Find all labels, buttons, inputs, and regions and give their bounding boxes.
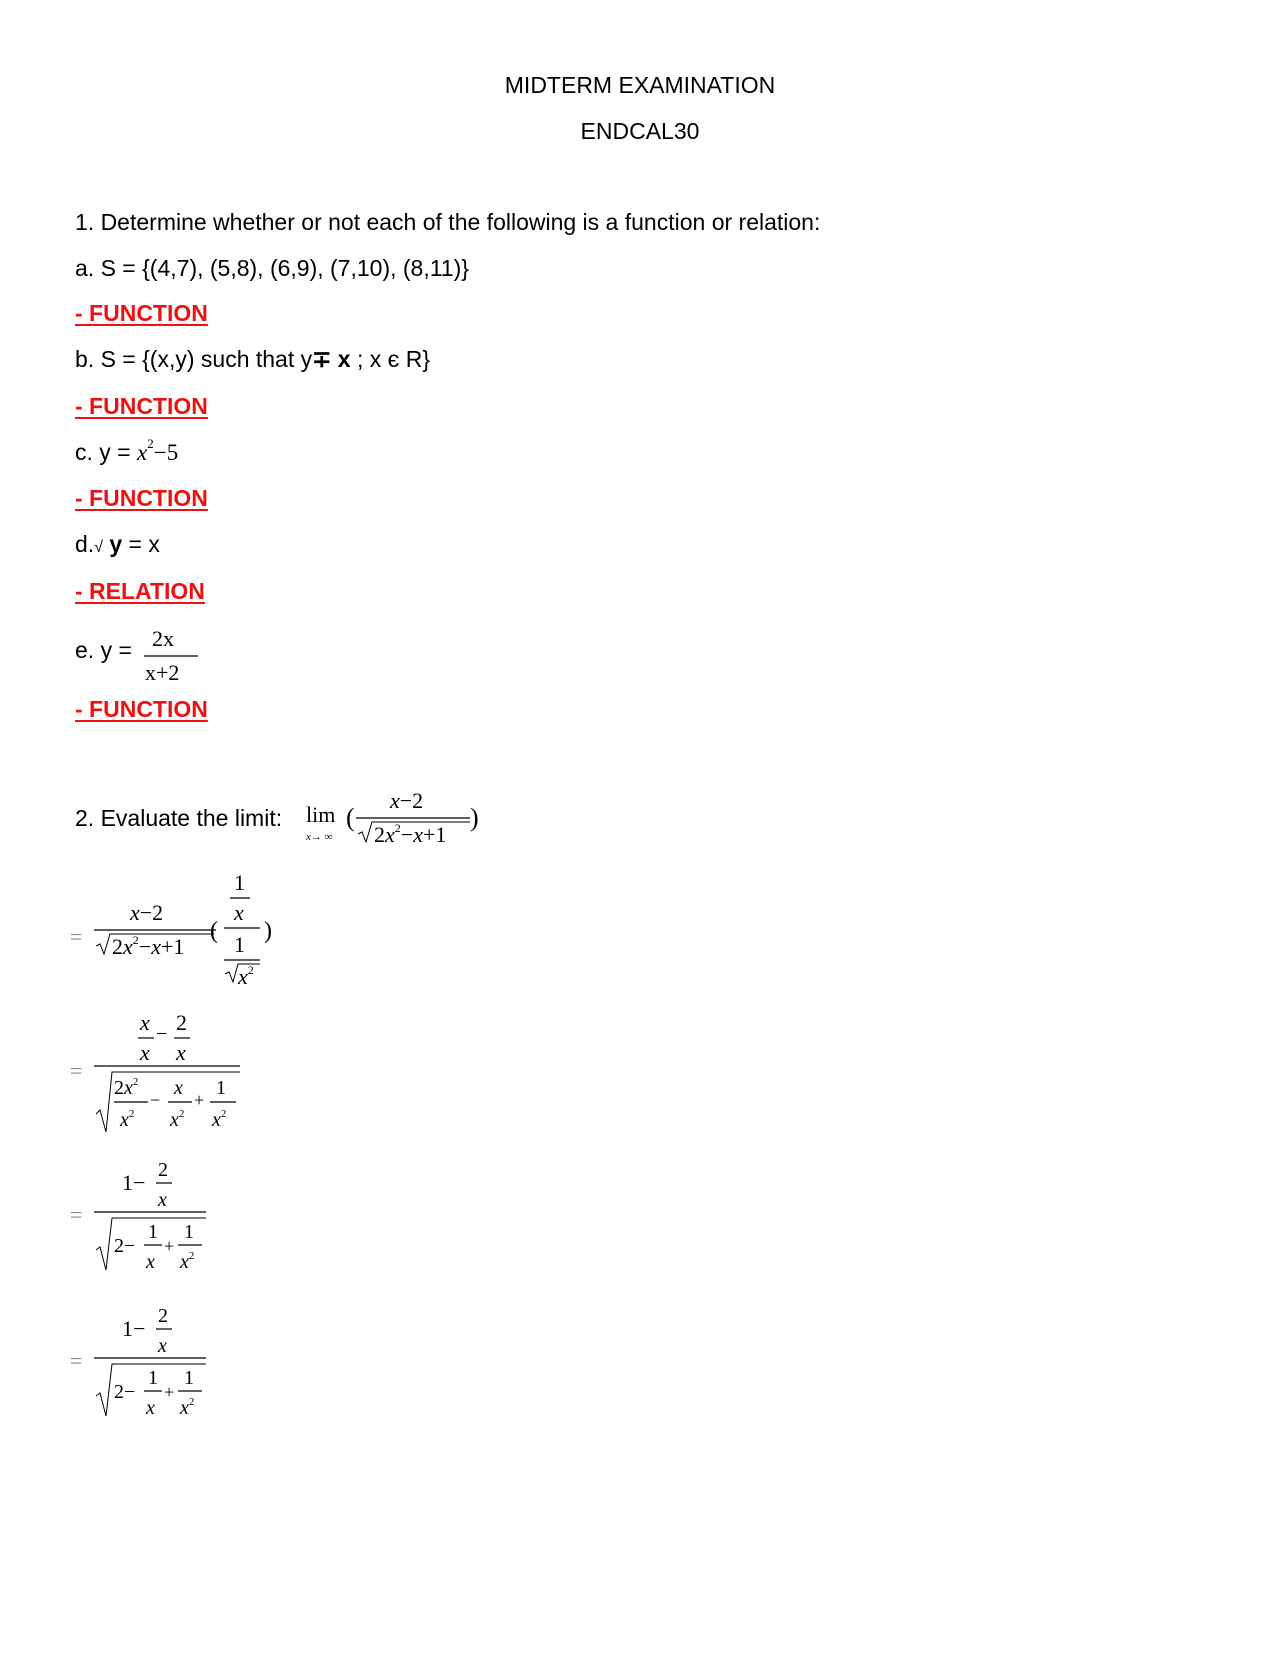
svg-text:x2: $x^2$ <box>120 1108 135 1131</box>
svg-text:1: 1 <box>216 1077 226 1099</box>
item-e-numerator: 2x <box>152 626 174 651</box>
svg-text:2: 2 <box>158 1305 168 1327</box>
svg-text:x: x <box>176 1040 186 1065</box>
svg-text:x: x <box>234 900 244 925</box>
step-1-equals: = <box>70 924 83 949</box>
lim-subscript: x→ ∞ <box>306 831 333 843</box>
item-d-label <box>75 531 160 558</box>
svg-text:x: x <box>146 1251 155 1273</box>
item-d-pre: d. <box>75 531 95 557</box>
item-e-pre: e. y = <box>75 637 132 663</box>
limit-expression <box>298 782 488 858</box>
item-e-fraction <box>142 622 202 688</box>
svg-text:x2: $x^2$ <box>170 1108 185 1131</box>
denominator: $2x^2-x+1$ <box>374 821 447 847</box>
item-e-answer: - FUNCTION <box>75 696 208 722</box>
item-b-answer: - FUNCTION <box>75 393 208 419</box>
question-1-prompt: 1. Determine whether or not each of the following is a function or relation: <box>75 209 821 235</box>
svg-text:1: 1 <box>234 870 245 895</box>
svg-text:x: x <box>158 1335 167 1357</box>
question-2-prompt: 2. Evaluate the limit: <box>75 805 283 831</box>
svg-text:x−2: x−2 <box>130 900 164 925</box>
svg-text:2: 2 <box>176 1010 187 1035</box>
svg-text:1: 1 <box>184 1221 194 1243</box>
svg-text:x2: $x^2$ <box>180 1250 195 1273</box>
item-b-post: ; x є R} <box>350 346 431 372</box>
svg-text:2x2: $2x^2$ <box>114 1076 139 1099</box>
svg-text:1: 1 <box>184 1367 194 1389</box>
svg-text:x2: $x^2$ <box>238 963 254 989</box>
item-c-answer: - FUNCTION <box>75 485 208 511</box>
item-c-exponent: 2 <box>147 436 154 452</box>
svg-text:1: 1 <box>148 1367 158 1389</box>
item-e-denominator: x+2 <box>145 660 180 685</box>
open-paren: ( <box>346 803 355 832</box>
step-4 <box>70 1298 220 1426</box>
item-c-var: x <box>137 440 148 465</box>
step-3-equals: = <box>70 1202 83 1227</box>
item-a-label: a. S = {(4,7), (5,8), (6,9), (7,10), (8,11)} <box>75 255 469 281</box>
item-d-post: = x <box>122 531 160 557</box>
svg-text:x: x <box>140 1040 150 1065</box>
item-d-radical: √ <box>94 539 103 556</box>
course-code: ENDCAL30 <box>580 118 700 144</box>
item-b-symbol: ∓ x <box>312 346 351 372</box>
step-1 <box>70 868 280 994</box>
item-d-answer: - RELATION <box>75 578 205 604</box>
svg-text:): ) <box>264 918 272 944</box>
svg-text:2: 2 <box>158 1159 168 1181</box>
svg-text:+: + <box>194 1090 205 1110</box>
numerator: x−2 <box>390 788 424 813</box>
svg-text:1−: 1− <box>122 1316 146 1341</box>
svg-text:2x2−x+1: $2x^2-x+1$ <box>112 933 185 959</box>
exam-title: MIDTERM EXAMINATION <box>504 72 776 98</box>
step-2-equals: = <box>70 1058 83 1083</box>
svg-text:−: − <box>150 1090 161 1110</box>
svg-text:2−: 2− <box>114 1381 136 1403</box>
svg-text:1−: 1− <box>122 1170 146 1195</box>
svg-text:2−: 2− <box>114 1235 136 1257</box>
svg-text:1: 1 <box>234 932 245 957</box>
svg-text:−: − <box>156 1023 168 1045</box>
svg-text:+: + <box>164 1236 175 1256</box>
lim-label: lim <box>306 802 336 827</box>
item-c-rest: −5 <box>153 440 179 465</box>
svg-text:(: ( <box>210 918 218 944</box>
item-b-pre: b. S = {(x,y) such that y <box>75 346 313 372</box>
step-4-equals: = <box>70 1348 83 1373</box>
item-c-label <box>75 436 179 466</box>
step-3 <box>70 1152 220 1280</box>
svg-text:+: + <box>164 1382 175 1402</box>
item-c-pre: c. y = <box>75 439 137 465</box>
item-a-answer: - FUNCTION <box>75 300 208 326</box>
svg-text:x2: $x^2$ <box>180 1396 195 1419</box>
item-b-label <box>75 346 430 373</box>
svg-text:x2: $x^2$ <box>212 1108 227 1131</box>
step-2 <box>70 1010 250 1142</box>
close-paren: ) <box>470 803 479 832</box>
svg-text:x: x <box>174 1077 183 1099</box>
svg-text:x: x <box>140 1010 150 1035</box>
svg-text:x: x <box>158 1189 167 1211</box>
svg-text:1: 1 <box>148 1221 158 1243</box>
svg-text:x: x <box>146 1397 155 1419</box>
item-d-y: y <box>109 531 123 557</box>
